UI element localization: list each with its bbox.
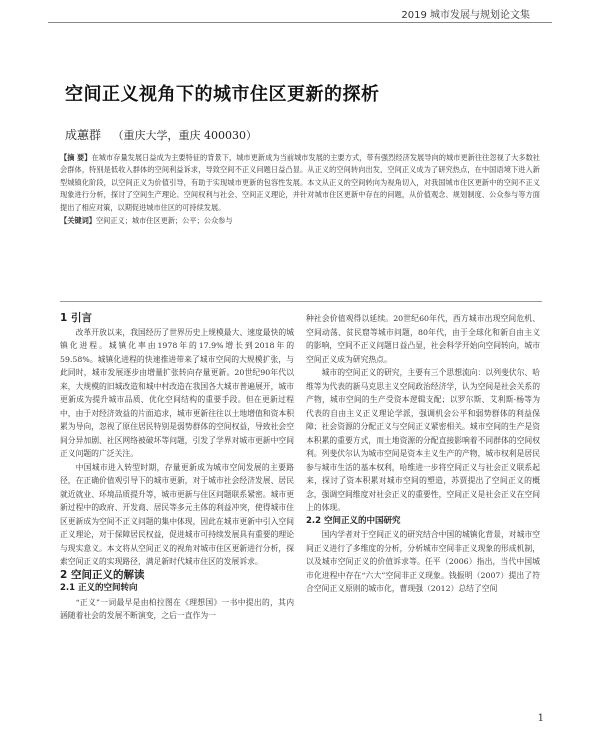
page-number: 1 [537, 713, 544, 724]
section-1-heading: 1 引言 [60, 312, 92, 324]
author-name: 成蕙群 [65, 128, 102, 142]
abstract-divider [60, 301, 542, 302]
author-affiliation: （重庆大学，重庆 400030） [112, 129, 258, 142]
left-column [60, 312, 294, 623]
right-column [306, 312, 540, 596]
section-2-heading: 2 空间正义的解读 [60, 568, 145, 581]
running-header: 2019 城市发展与规划论文集 [401, 10, 530, 21]
section-2-2-heading: 2.2 空间正义的中国研究 [306, 515, 401, 526]
abstract-block [60, 152, 540, 228]
body-paragraph: 国内学者对于空间正义的研究结合中国的城镇化背景，对城市空间正义进行了多维度的分析，分析城市空间非正义现象的形成机制，以及城市空间正义的价值诉求等。任平（2006）指出，当代中国城市化进程中存在“六大”空间非正义现象。钱振明（2007）提出了符合空间正义原则的城市化，曹现强（2012）总结了空间 [306, 530, 540, 593]
abstract-paragraph [60, 152, 540, 214]
body-paragraph: 改革开放以来，我国经历了世界历史上规模最大、速度最快的城镇化进程。城镇化率由1978年的17.9%增长到2018年的59.58%。城镇化进程的快速推进带来了城市空间的大规模扩张，与此同时，城市发展逐步由增量扩张转向存量更新。20世纪90年代以来，大规模的旧城改造和城中村改造在我国各大城市普遍展开，城市更新成为提升城市品质、优化空间结构的重要手段。但在更新过程中，由于对经济效益的片面追求，城市更新往往以土地增值和资本积累为导向，忽视了原住居民特别是弱势群体的空间权益，导致社会空间分异加剧、社区网络被破坏等问题，引发了学界对城市更新中空间正义问题的广泛关注。 [60, 327, 294, 458]
body-paragraph: “正义”一词最早是由柏拉图在《理想国》一书中提出的，其内涵随着社会的发展不断演变，之后一直作为一 [60, 597, 294, 620]
body-paragraph: 种社会价值观得以延续。20世纪60年代，西方城市出现空间危机、空间动荡、贫民窟等城市问题，80年代，由于全球化和新自由主义的影响，空间不正义问题日益凸显，社会科学开始向空间转向，城市空间正义成为研究热点。 [306, 314, 540, 364]
keywords-paragraph [60, 215, 540, 227]
abstract-text: 在城市存量发展日益成为主要特征的背景下，城市更新成为当前城市发展的主要方式，带有强烈经济发展导向的城市更新往往忽视了大多数社会群体，特别是低收入群体的空间利益诉求，导致空间不正义问题日益凸显。从正义的空间转向出发，空间正义成为了研究热点，在中国语境下进入新型城镇化阶段，以空间正义为价值引导，有助于实现城市更新的包容性发展。本文从正义的空间转向为视角切入，对我国城市住区更新中的空间不正义现象进行分析，探讨了空间生产理论、空间权利与社会、空间正义理论，并针对城市住区更新中存在的问题，从价值观念、规划制度、公众参与等方面提出了相应对策，以期促进城市住区的可持续发展。 [60, 153, 540, 212]
body-paragraph: 中国城市进入转型时期，存量更新成为城市空间发展的主要路径，在正确价值观引导下的城市更新，对于城市社会经济发展、居民就近就业、环境品质提升等，城市更新与住区问题联系紧密。城市更新过程中的政府、开发商、居民等多元主体的利益冲突，使得城市住区更新成为空间不正义问题的集中体现，因此在城市更新中引入空间正义理论，对于保障居民权益，促进城市可持续发展具有重要的理论与现实意义。本文将从空间正义的视角对城市住区更新进行分析，探索空间正义的实现路径，满足新时代城市住区的发展诉求。 [60, 462, 294, 566]
author-line [65, 126, 257, 143]
keywords-text: 空间正义；城市住区更新；公平；公众参与 [95, 216, 233, 226]
abstract-label: 【摘 要】 [60, 153, 92, 162]
paper-title: 空间正义视角下的城市住区更新的探析 [65, 84, 380, 105]
header-divider [48, 22, 552, 23]
keywords-label: 【关键词】 [60, 216, 96, 226]
body-paragraph: 城市的空间正义的研究，主要有三个思想流向：以列斐伏尔、哈维等为代表的新马克思主义空间政治经济学，认为空间是社会关系的产物，城市空间的生产受资本逻辑支配；以罗尔斯、艾利斯·杨等为代表的自由主义正义理论学派，强调机会公平和弱势群体的利益保障；社会资源的分配正义与空间正义紧密相关。城市空间的生产是资本积累的重要方式，而土地资源的分配直接影响着不同群体的空间权利。列斐伏尔认为城市空间是资本主义生产的产物，城市权利是居民参与城市生活的基本权利，哈维进一步将空间正义与社会正义联系起来，探讨了资本积累对城市空间的塑造，苏贾提出了空间正义的概念，强调空间维度对社会正义的重要性，空间正义是社会正义在空间上的体现。 [306, 368, 540, 512]
section-2-1-heading: 2.1 正义的空间转向 [60, 583, 138, 593]
